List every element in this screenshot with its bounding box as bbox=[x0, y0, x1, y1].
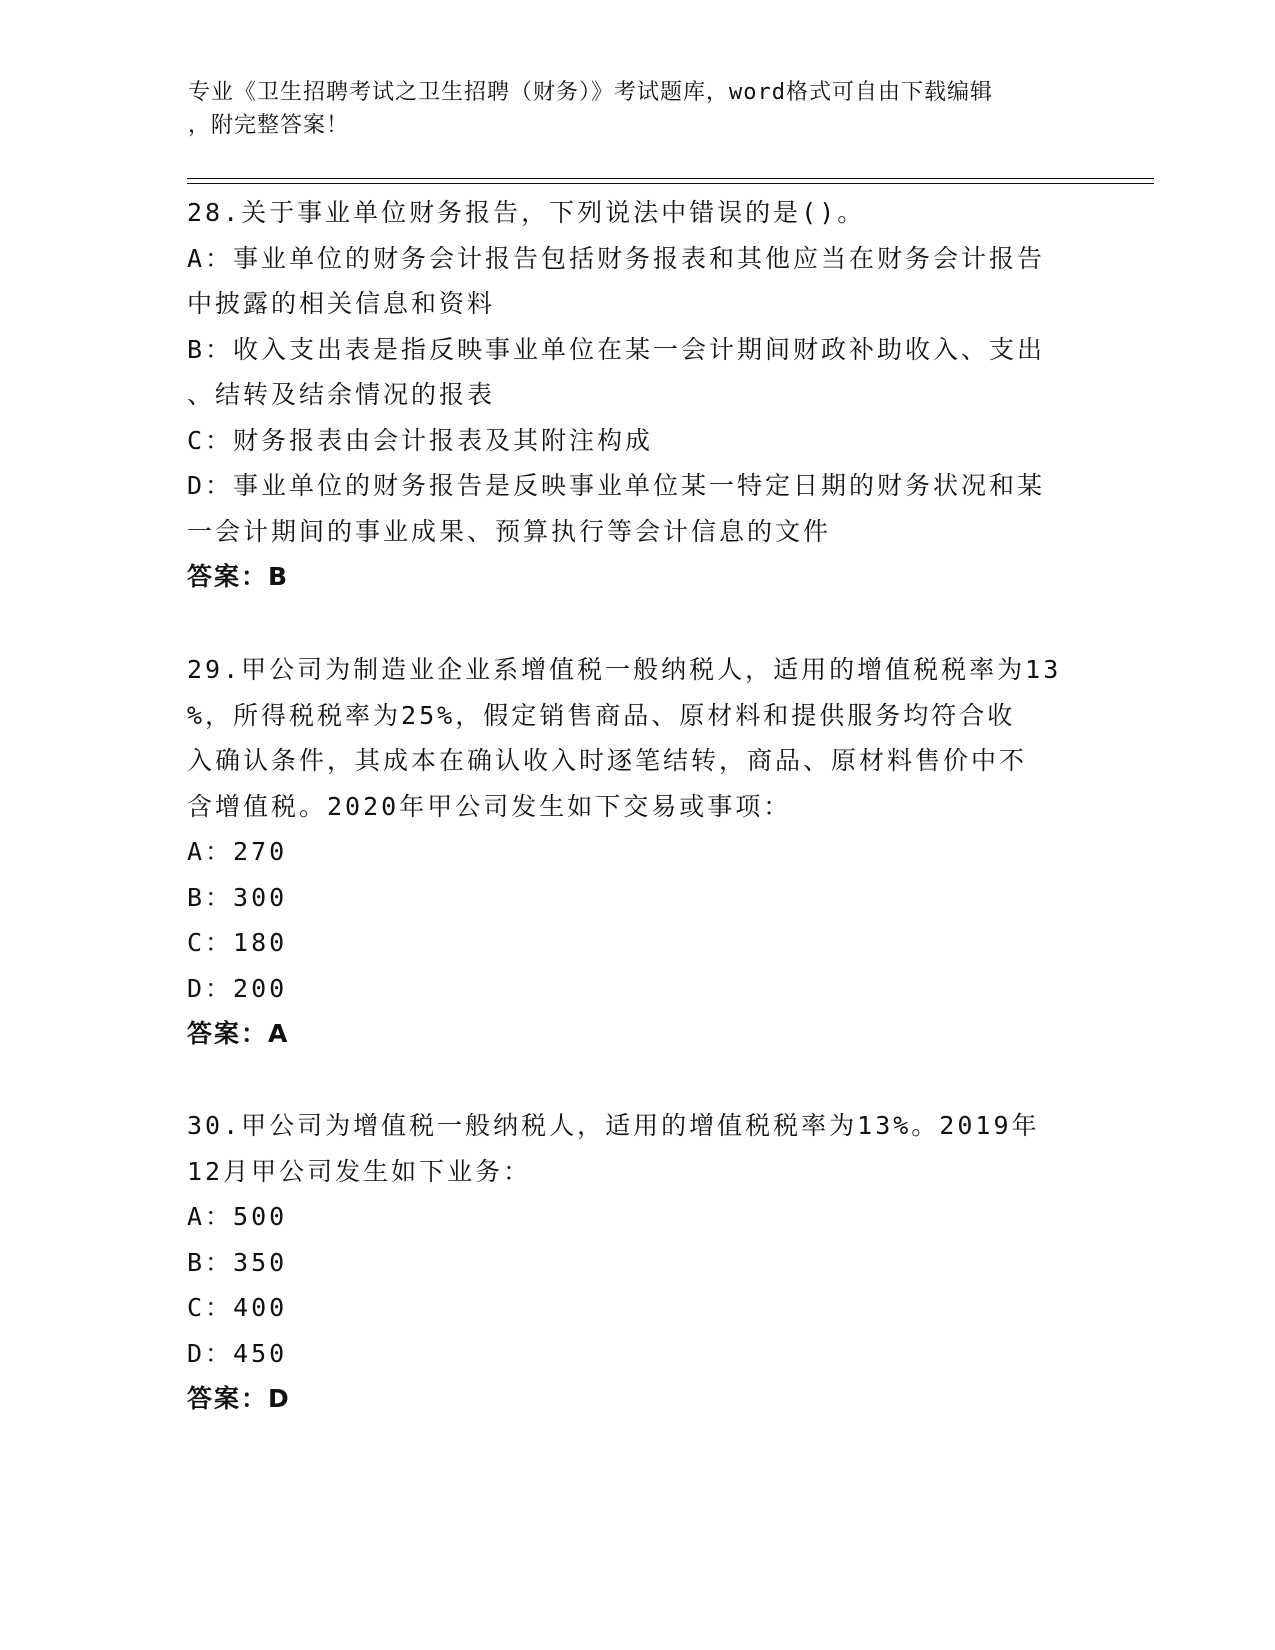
option-b-line-1: B：收入支出表是指反映事业单位在某一会计期间财政补助收入、支出 bbox=[187, 334, 1046, 364]
question-29 bbox=[187, 647, 1087, 1057]
question-stem-line-1: 30.甲公司为增值税一般纳税人，适用的增值税税率为13%。2019年 bbox=[187, 1111, 1040, 1140]
answer-label: 答案：B bbox=[187, 562, 290, 591]
option-a: A：500 bbox=[187, 1202, 288, 1231]
option-d-line-1: D：事业单位的财务报告是反映事业单位某一特定日期的财务状况和某 bbox=[187, 471, 1046, 500]
option-c: C：财务报表由会计报表及其附注构成 bbox=[187, 425, 654, 455]
option-a: A：270 bbox=[187, 837, 288, 866]
question-stem-line-2: %，所得税税率为25%，假定销售商品、原材料和提供服务均符合收 bbox=[187, 700, 1016, 730]
question-stem-line-2: 12月甲公司发生如下业务： bbox=[187, 1156, 532, 1186]
question-stem-line-1: 29.甲公司为制造业企业系增值税一般纳税人，适用的增值税税率为13 bbox=[187, 655, 1062, 684]
question-stem: 28.关于事业单位财务报告，下列说法中错误的是()。 bbox=[187, 198, 866, 227]
option-b-line-2: 、结转及结余情况的报表 bbox=[187, 380, 496, 409]
option-a-line-1: A：事业单位的财务会计报告包括财务报表和其他应当在财务会计报告 bbox=[187, 243, 1046, 273]
answer-label: 答案：D bbox=[187, 1384, 291, 1413]
header-divider-bottom bbox=[187, 183, 1154, 184]
answer-label: 答案：A bbox=[187, 1019, 290, 1048]
question-stem-line-4: 含增值税。2020年甲公司发生如下交易或事项： bbox=[187, 791, 792, 821]
option-b: B：300 bbox=[187, 882, 288, 912]
option-d-line-2: 一会计期间的事业成果、预算执行等会计信息的文件 bbox=[187, 516, 832, 546]
option-d: D：450 bbox=[187, 1338, 288, 1368]
header-line-1: 专业《卫生招聘考试之卫生招聘（财务）》考试题库，word格式可自由下载编辑 bbox=[188, 80, 993, 105]
option-a-line-2: 中披露的相关信息和资料 bbox=[187, 289, 496, 318]
document-header bbox=[188, 76, 1088, 142]
option-d: D：200 bbox=[187, 973, 288, 1003]
option-c: C：400 bbox=[187, 1293, 288, 1322]
option-c: C：180 bbox=[187, 928, 288, 957]
header-line-2: ，附完整答案！ bbox=[188, 113, 350, 138]
question-30 bbox=[187, 1103, 1087, 1422]
question-28 bbox=[187, 190, 1087, 600]
option-b: B：350 bbox=[187, 1247, 288, 1277]
question-stem-line-3: 入确认条件，其成本在确认收入时逐笔结转，商品、原材料售价中不 bbox=[187, 746, 1028, 775]
header-divider-top bbox=[187, 178, 1154, 179]
